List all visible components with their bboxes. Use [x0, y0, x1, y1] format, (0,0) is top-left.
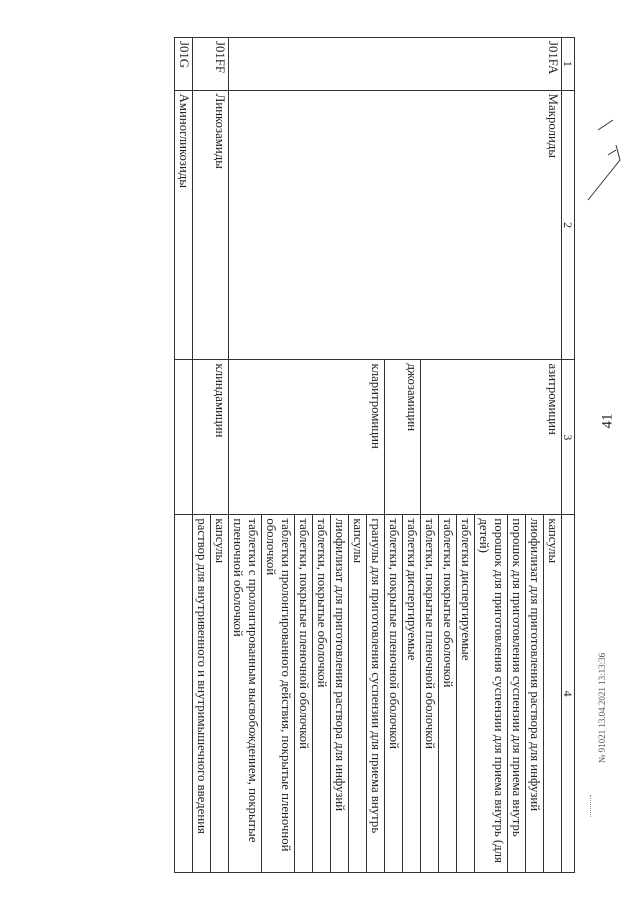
table-row: [349, 38, 367, 873]
table-row: [457, 38, 475, 873]
table-row: [193, 38, 211, 873]
drug-name: кларитромицин: [367, 360, 385, 515]
table-row: [262, 38, 295, 873]
dosage-form: таблетки, покрытые пленочной оболочкой: [295, 515, 313, 873]
atc-code: J01FF: [211, 38, 229, 91]
table-body: [175, 38, 562, 873]
dosage-form: лиофилизат для приготовления раствора для инфузий: [331, 515, 349, 873]
table-row: [367, 38, 385, 873]
table-row: [229, 38, 262, 873]
signature-mark: [590, 795, 595, 817]
table-row: [439, 38, 457, 873]
dosage-form: порошок для приготовления суспензии для приема внутрь (для детей): [475, 515, 508, 873]
table-row: [508, 38, 526, 873]
drug-name: [175, 360, 193, 515]
pharm-group: Макролиды: [544, 90, 562, 360]
dosage-form: гранулы для приготовления суспензии для приема внутрь: [367, 515, 385, 873]
dosage-form: капсулы: [211, 515, 229, 873]
table-row: [331, 38, 349, 873]
table-row: [313, 38, 331, 873]
atc-code: J01G: [175, 38, 193, 91]
dosage-form: таблетки диспергируемые: [457, 515, 475, 873]
table-row: [175, 38, 193, 873]
dosage-form: таблетки, покрытые оболочкой: [439, 515, 457, 873]
drug-table-rotated: [52, 37, 575, 873]
header-col-1: 1: [562, 38, 575, 91]
header-col-3: 3: [562, 360, 575, 515]
header-col-2: 2: [562, 90, 575, 360]
drug-table: [174, 37, 575, 873]
dosage-form: раствор для внутривенного и внутримышечного введения: [193, 515, 211, 873]
document-stamp: № 91021 13.04.2021 13:13:36: [597, 652, 607, 764]
dosage-form: таблетки с пролонгированным высвобождением, покрытые пленочной оболочкой: [229, 515, 262, 873]
table-row: [421, 38, 439, 873]
header-col-4: 4: [562, 515, 575, 873]
drug-name: клиндамицин: [211, 360, 229, 515]
pharm-group: Аминогликозиды: [175, 90, 193, 360]
table-row: [295, 38, 313, 873]
drug-name: азитромицин: [544, 360, 562, 515]
dosage-form: [175, 515, 193, 873]
table-row: [385, 38, 403, 873]
dosage-form: таблетки диспергируемые: [403, 515, 421, 873]
dosage-form: капсулы: [544, 515, 562, 873]
dosage-form: таблетки пролонгированного действия, покрытые пленочной оболочкой: [262, 515, 295, 873]
drug-name: джозамицин: [403, 360, 421, 515]
dosage-form: таблетки, покрытые пленочной оболочкой: [385, 515, 403, 873]
dosage-form: лиофилизат для приготовления раствора для инфузий: [526, 515, 544, 873]
pharm-group: Линкозамиды: [211, 90, 229, 360]
dosage-form: капсулы: [349, 515, 367, 873]
table-row: [403, 38, 421, 873]
dosage-form: таблетки, покрытые оболочкой: [313, 515, 331, 873]
table-row: [526, 38, 544, 873]
dosage-form: таблетки, покрытые пленочной оболочкой: [421, 515, 439, 873]
pen-stroke-mark: [558, 90, 628, 220]
atc-code: J01FA: [544, 38, 562, 91]
table-row: [475, 38, 508, 873]
dosage-form: порошок для приготовления суспензии для приема внутрь: [508, 515, 526, 873]
table-row: [211, 38, 229, 873]
page-number: 41: [599, 413, 616, 429]
